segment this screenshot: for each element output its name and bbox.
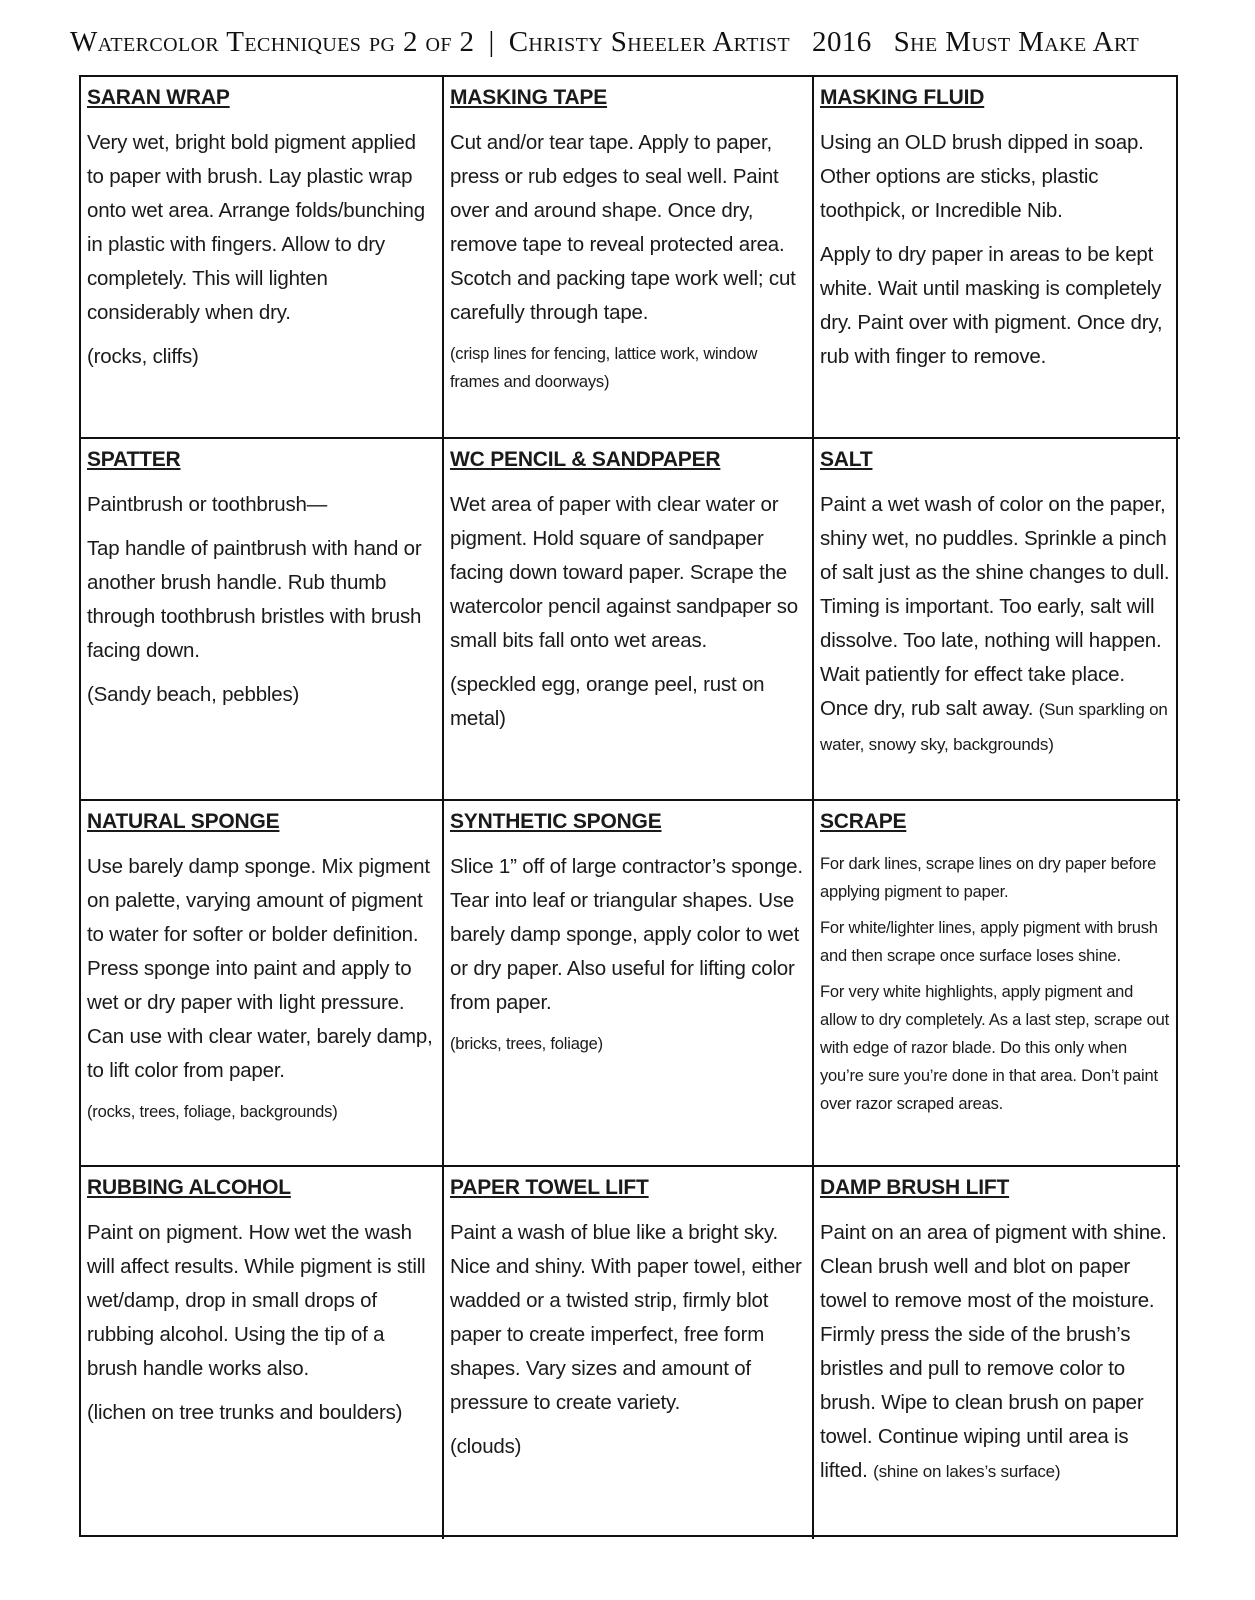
cell-masking-fluid — [814, 77, 1180, 439]
cell-text-2: Tap handle of paintbrush with hand or another brush handle. Rub thumb through toothbrush bristles with brush facing down. — [87, 537, 422, 662]
cell-uses: (Sun sparkling on water, snowy sky, backgrounds) — [820, 700, 1168, 754]
cell-title: SALT — [820, 448, 873, 471]
cell-text: Very wet, bright bold pigment applied to paper with brush. Lay plastic wrap onto wet area. Arrange folds/bunching in plastic with fingers. Allow to dry completely. This will lighten considerably when dry. — [87, 131, 425, 324]
cell-uses: (speckled egg, orange peel, rust on metal) — [450, 673, 765, 730]
cell-text: Paint a wash of blue like a bright sky. Nice and shiny. With paper towel, either wadded or a twisted strip, firmly blot paper to create imperfect, free form shapes. Vary sizes and amount of pressure to create variety. — [450, 1221, 802, 1414]
cell-text-2: For white/lighter lines, apply pigment with brush and then scrape once surface loses shine. — [820, 919, 1158, 965]
cell-title: DAMP BRUSH LIFT — [820, 1176, 1010, 1199]
salt-text: Paint a wet wash of color on the paper, shiny wet, no puddles. Sprinkle a pinch of salt just as the shine changes to dull. Timing is important. Too early, salt will dissolve. Too late, nothing will happen. Wait patiently for effect take place. Once dry, rub salt away. — [820, 493, 1170, 720]
cell-title: WC PENCIL & SANDPAPER — [450, 448, 721, 471]
cell-title: MASKING TAPE — [450, 86, 608, 109]
cell-text: Using an OLD brush dipped in soap. Other options are sticks, plastic toothpick, or Incredible Nib. — [820, 131, 1144, 222]
cell-uses: (bricks, trees, foliage) — [450, 1035, 603, 1053]
cell-saran-wrap — [81, 77, 444, 439]
cell-title: MASKING FLUID — [820, 86, 985, 109]
cell-text: Slice 1” off of large contractor’s sponge. Tear into leaf or triangular shapes. Use barely damp sponge, apply color to wet or dry paper. Also useful for lifting color from paper. — [450, 855, 803, 1014]
cell-text-3: For very white highlights, apply pigment and allow to dry completely. As a last step, scrape out with edge of razor blade. Do this only when you’re sure you’re done in that area. Don’t paint over razor scraped areas. — [820, 983, 1169, 1113]
cell-masking-tape — [444, 77, 814, 439]
cell-text — [820, 488, 1174, 762]
cell-wc-pencil-sandpaper — [444, 439, 814, 801]
cell-damp-brush-lift — [814, 1167, 1180, 1539]
cell-uses: (lichen on tree trunks and boulders) — [87, 1401, 403, 1424]
cell-spatter — [81, 439, 444, 801]
header-year: 2016 — [812, 26, 872, 58]
cell-scrape — [814, 801, 1180, 1167]
header-author: Christy Sheeler Artist — [508, 26, 791, 58]
cell-text — [820, 1216, 1174, 1489]
cell-title: RUBBING ALCOHOL — [87, 1176, 291, 1199]
cell-uses: (clouds) — [450, 1435, 522, 1458]
techniques-table — [79, 75, 1178, 1537]
page-header — [70, 26, 1180, 66]
header-brand: She Must Make Art — [893, 26, 1140, 58]
cell-text-2: Apply to dry paper in areas to be kept white. Wait until masking is completely dry. Paint over with pigment. Once dry, rub with finger to remove. — [820, 243, 1163, 368]
cell-title: PAPER TOWEL LIFT — [450, 1176, 649, 1199]
cell-uses: (rocks, cliffs) — [87, 345, 199, 368]
cell-text: Paintbrush or toothbrush— — [87, 493, 327, 516]
cell-title: SCRAPE — [820, 810, 907, 833]
header-separator: | — [488, 26, 495, 58]
cell-title: SARAN WRAP — [87, 86, 230, 109]
cell-title: SYNTHETIC SPONGE — [450, 810, 662, 833]
cell-text: Use barely damp sponge. Mix pigment on palette, varying amount of pigment to water for softer or bolder definition. Press sponge into paint and apply to wet or dry paper with light pressure. Can use with clear water, barely damp, to lift color from paper. — [87, 855, 433, 1082]
header-title: Watercolor Techniques pg 2 of 2 — [70, 26, 475, 58]
cell-text: Cut and/or tear tape. Apply to paper, press or rub edges to seal well. Paint over and around shape. Once dry, remove tape to reveal protected area. Scotch and packing tape work well; cut carefully through tape. — [450, 131, 796, 324]
damp-brush-text: Paint on an area of pigment with shine. Clean brush well and blot on paper towel to remove most of the moisture. Firmly press the side of the brush’s bristles and pull to remove color to brush. Wipe to clean brush on paper towel. Continue wiping until area is lifted. — [820, 1221, 1167, 1482]
cell-salt — [814, 439, 1180, 801]
cell-uses: (crisp lines for fencing, lattice work, window frames and doorways) — [450, 345, 758, 391]
cell-text: Paint on pigment. How wet the wash will affect results. While pigment is still wet/damp, drop in small drops of rubbing alcohol. Using the tip of a brush handle works also. — [87, 1221, 426, 1380]
cell-uses: (Sandy beach, pebbles) — [87, 683, 300, 706]
cell-text: Wet area of paper with clear water or pigment. Hold square of sandpaper facing down toward paper. Scrape the watercolor pencil against sandpaper so small bits fall onto wet areas. — [450, 493, 798, 652]
cell-uses: (shine on lakes’s surface) — [873, 1462, 1061, 1481]
cell-natural-sponge — [81, 801, 444, 1167]
cell-title: SPATTER — [87, 448, 181, 471]
cell-text: For dark lines, scrape lines on dry paper before applying pigment to paper. — [820, 855, 1157, 901]
cell-title: NATURAL SPONGE — [87, 810, 280, 833]
cell-paper-towel-lift — [444, 1167, 814, 1539]
cell-uses: (rocks, trees, foliage, backgrounds) — [87, 1103, 338, 1121]
cell-rubbing-alcohol — [81, 1167, 444, 1539]
cell-synthetic-sponge — [444, 801, 814, 1167]
